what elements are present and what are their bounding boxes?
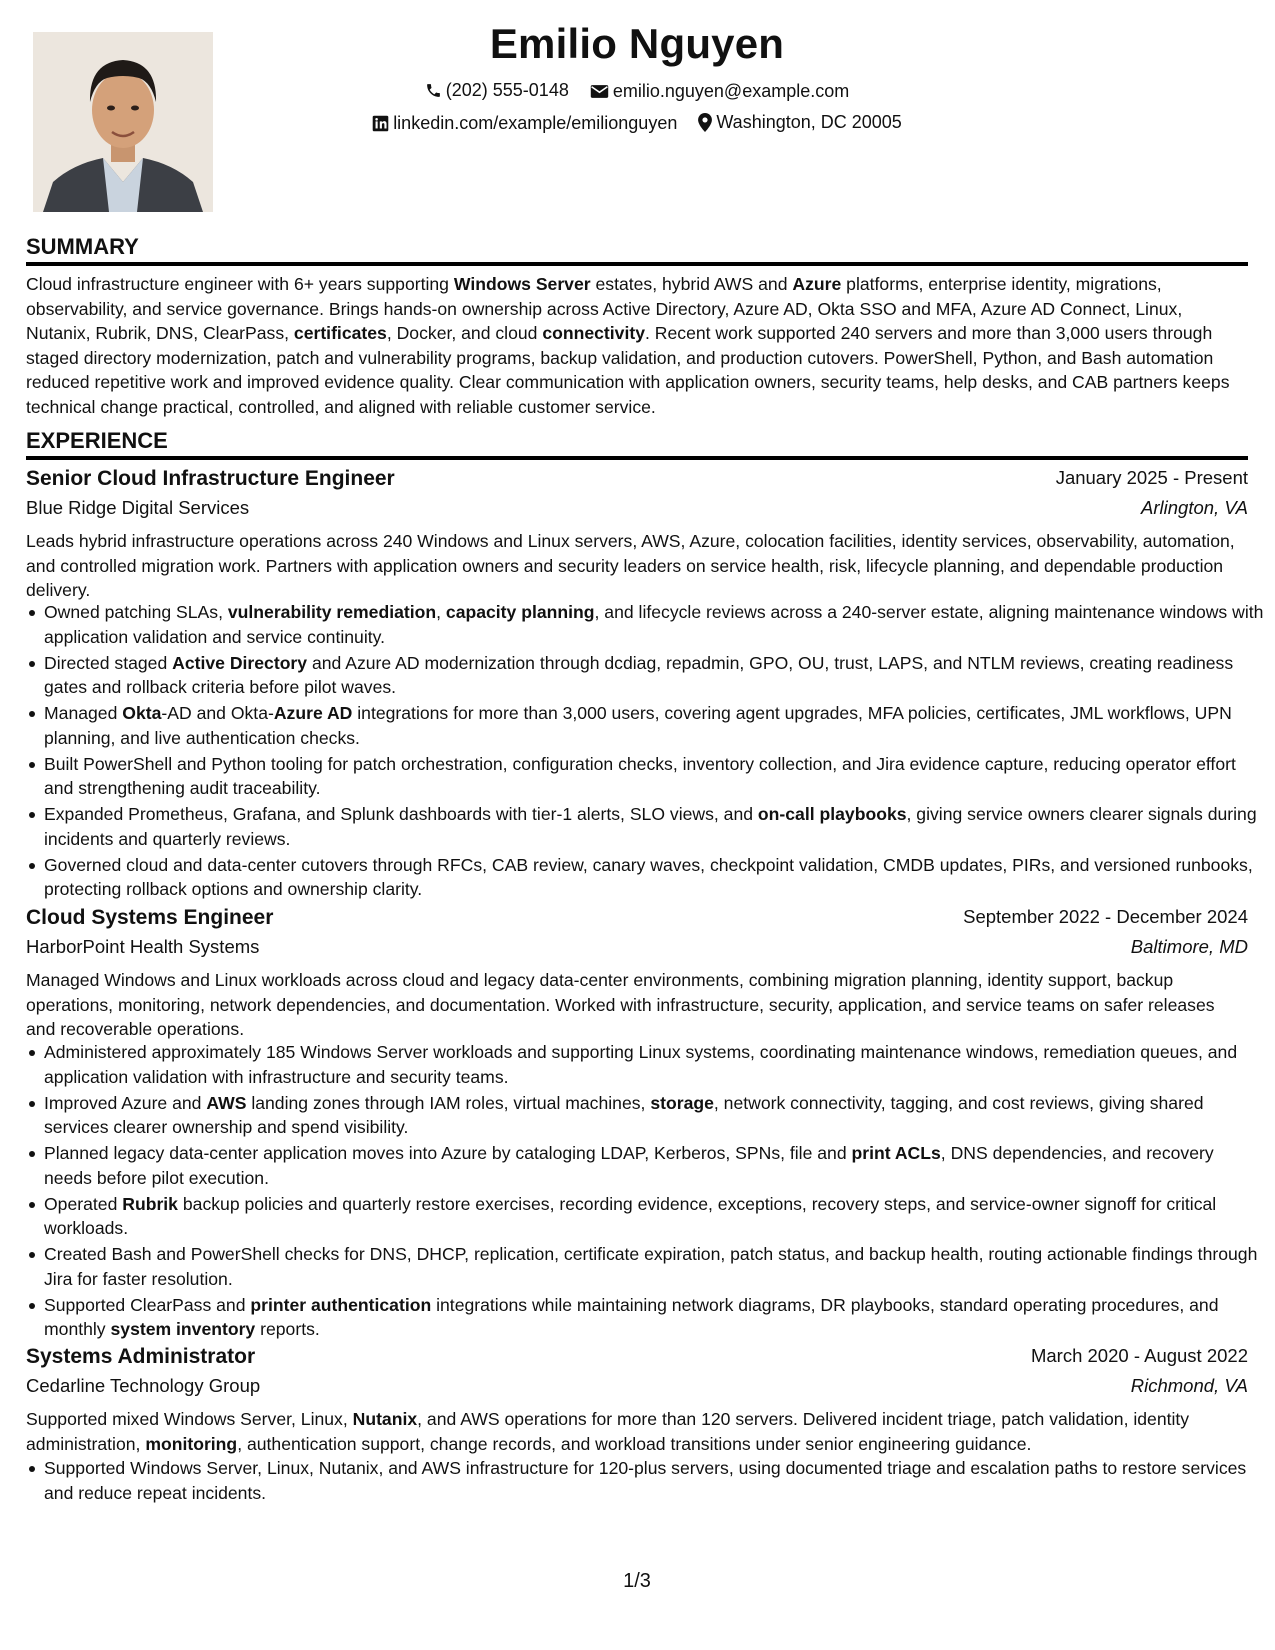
job-title: Systems Administrator bbox=[26, 1345, 256, 1368]
page-number: 1/3 bbox=[623, 1570, 651, 1592]
job-bullet: Managed Okta-AD and Okta-Azure AD integrations for more than 3,000 users, covering agent upgrades, MFA policies, certificates, JML workflows, UPN planning, and live authentication checks. bbox=[44, 701, 1266, 750]
job-bullet: Created Bash and PowerShell checks for DNS, DHCP, replication, certificate expiration, patch status, and backup health, routing actionable findings through Jira for faster resolution. bbox=[44, 1242, 1266, 1291]
job-bullet: Operated Rubrik backup policies and quarterly restore exercises, recording evidence, exceptions, recovery steps, and service-owner signoff for critical workloads. bbox=[44, 1192, 1266, 1241]
location-pin-icon bbox=[698, 113, 712, 132]
job-title: Cloud Systems Engineer bbox=[26, 906, 274, 929]
job-dates: September 2022 - December 2024 bbox=[963, 906, 1248, 927]
linkedin-text: linkedin.com/example/emilionguyen bbox=[393, 113, 678, 133]
job-dates: January 2025 - Present bbox=[1055, 467, 1248, 488]
contact-row-2 bbox=[26, 112, 1248, 137]
resume-page bbox=[26, 0, 1264, 1650]
job-summary: Leads hybrid infrastructure operations across 240 Windows and Linux servers, AWS, Azure, colocation facilities, identity services, observability, automation, and controlled migration work. Partners with application owners and security leaders on service health, risk, lifecycle planning, and dependable production delivery. bbox=[26, 531, 1235, 600]
job-bullet: Planned legacy data-center application moves into Azure by cataloging LDAP, Kerberos, SPNs, file and print ACLs, DNS dependencies, and recovery needs before pilot execution. bbox=[44, 1141, 1266, 1190]
job-bullet: Owned patching SLAs, vulnerability remediation, capacity planning, and lifecycle reviews across a 240-server estate, aligning maintenance windows with application validation and service continuity. bbox=[44, 600, 1266, 649]
phone-text: (202) 555-0148 bbox=[445, 80, 569, 100]
job-company: Cedarline Technology Group bbox=[26, 1375, 261, 1396]
job-summary: Managed Windows and Linux workloads across cloud and legacy data-center environments, combining migration planning, identity support, backup operations, monitoring, network dependencies, and documentation. Worked with infrastructure, security, application, and service teams on safer releases and recoverable operations. bbox=[26, 970, 1215, 1039]
job-bullet: Built PowerShell and Python tooling for patch orchestration, configuration checks, inventory collection, and Jira evidence capture, reducing operator effort and strengthening audit traceability. bbox=[44, 752, 1266, 801]
contact-row-1 bbox=[26, 80, 1248, 104]
email-icon bbox=[590, 84, 609, 99]
job-dates: March 2020 - August 2022 bbox=[1030, 1345, 1248, 1366]
job-location: Baltimore, MD bbox=[1130, 936, 1248, 957]
job-location: Arlington, VA bbox=[1141, 497, 1248, 518]
job-bullet-list bbox=[26, 600, 1266, 903]
location-contact bbox=[698, 112, 901, 133]
summary-text: Cloud infrastructure engineer with 6+ years supporting Windows Server estates, hybrid AWS and Azure platforms, enterprise identity, migrations, observability, and service governance. Brings hands-on ownership across Active Directory, Azure AD, Okta SSO and MFA, Azure AD Connect, Linux, Nutanix, Rubrik, DNS, ClearPass, certificates, Docker, and cloud connectivity. Recent work supported 240 servers and more than 3,000 users through staged directory modernization, patch and vulnerability programs, backup validation, and production cutovers. PowerShell, Python, and Bash automation reduced repetitive work and improved evidence quality. Clear communication with application owners, security teams, help desks, and CAB partners keeps technical change practical, controlled, and aligned with reliable customer service. bbox=[26, 274, 1230, 417]
job-title: Senior Cloud Infrastructure Engineer bbox=[26, 467, 395, 490]
linkedin-contact[interactable] bbox=[372, 113, 677, 134]
job-bullet: Governed cloud and data-center cutovers through RFCs, CAB review, canary waves, checkpoint validation, CMDB updates, PIRs, and versioned runbooks, protecting rollback options and ownership clarity. bbox=[44, 853, 1266, 902]
job-bullet-list bbox=[26, 1456, 1266, 1507]
phone-contact[interactable] bbox=[425, 80, 569, 101]
email-contact[interactable] bbox=[590, 81, 849, 102]
job-bullet: Supported ClearPass and printer authentication integrations while maintaining network diagrams, DR playbooks, standard operating procedures, and monthly system inventory reports. bbox=[44, 1293, 1266, 1342]
job-bullet: Expanded Prometheus, Grafana, and Splunk dashboards with tier-1 alerts, SLO views, and on-call playbooks, giving service owners clearer signals during incidents and quarterly reviews. bbox=[44, 802, 1266, 851]
candidate-name: Emilio Nguyen bbox=[489, 20, 785, 67]
job-bullet: Administered approximately 185 Windows Server workloads and supporting Linux systems, coordinating maintenance windows, remediation queues, and application validation with infrastructure and security teams. bbox=[44, 1040, 1266, 1089]
linkedin-icon bbox=[372, 115, 389, 132]
phone-icon bbox=[425, 82, 442, 99]
job-bullet: Supported Windows Server, Linux, Nutanix, and AWS infrastructure for 120-plus servers, using documented triage and escalation paths to restore services and reduce repeat incidents. bbox=[44, 1456, 1266, 1505]
job-bullet: Improved Azure and AWS landing zones through IAM roles, virtual machines, storage, network connectivity, tagging, and cost reviews, giving shared services clearer ownership and spend visibility. bbox=[44, 1091, 1266, 1140]
summary-heading: SUMMARY bbox=[26, 234, 1248, 266]
job-company: Blue Ridge Digital Services bbox=[26, 497, 250, 518]
job-bullet: Directed staged Active Directory and Azure AD modernization through dcdiag, repadmin, GPO, OU, trust, LAPS, and NTLM reviews, creating readiness gates and rollback criteria before pilot waves. bbox=[44, 651, 1266, 700]
job-bullet-list bbox=[26, 1040, 1266, 1343]
job-company: HarborPoint Health Systems bbox=[26, 936, 260, 957]
location-text: Washington, DC 20005 bbox=[716, 112, 902, 132]
experience-heading: EXPERIENCE bbox=[26, 428, 1248, 460]
job-summary: Supported mixed Windows Server, Linux, Nutanix, and AWS operations for more than 120 servers. Delivered incident triage, patch validation, identity administration, monitoring, authentication support, change records, and workload transitions under senior engineering guidance. bbox=[26, 1409, 1190, 1454]
email-text: emilio.nguyen@example.com bbox=[612, 81, 850, 101]
job-location: Richmond, VA bbox=[1130, 1375, 1248, 1396]
